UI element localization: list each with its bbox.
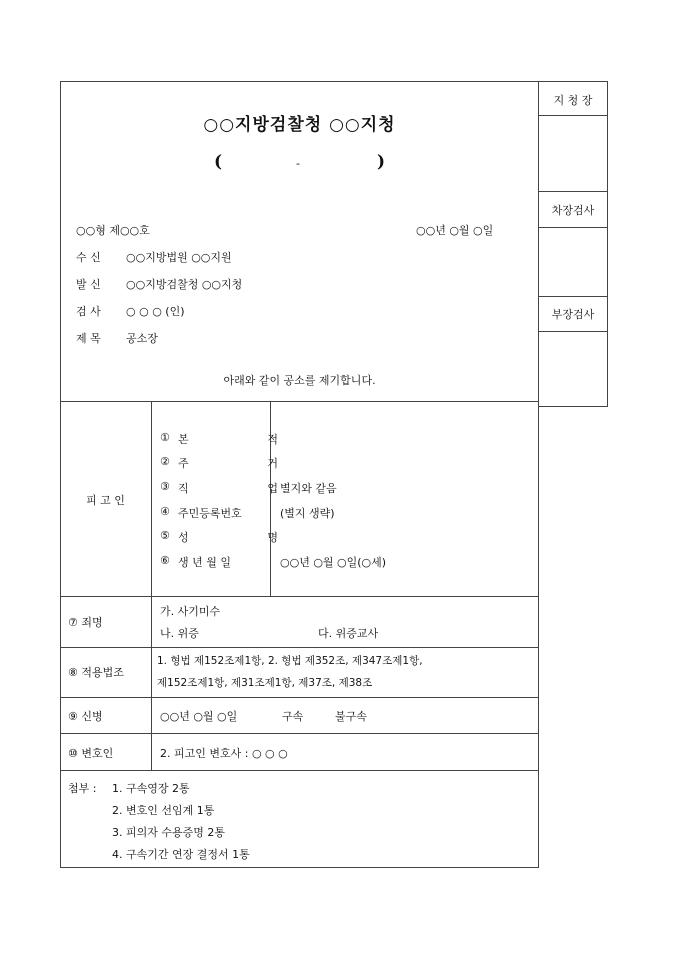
- field-number: ④: [160, 505, 170, 518]
- crime-line-2a: 나. 위증: [160, 627, 199, 640]
- row-divider: [60, 733, 539, 734]
- paren-open: (: [214, 152, 223, 172]
- defendant-value-same: 별지와 같음: [280, 482, 337, 495]
- row-divider: [60, 401, 539, 402]
- field-label-end: 명: [267, 531, 278, 544]
- attachment-item: 3. 피의자 수용증명 2통: [112, 826, 225, 839]
- subject-label: 제 목: [76, 332, 101, 345]
- intro-text: 아래와 같이 공소를 제기합니다.: [223, 374, 376, 387]
- crime-label: ⑦ 죄명: [68, 616, 103, 629]
- defendant-label: 피 고 인: [86, 494, 125, 507]
- field-number: ①: [160, 431, 170, 444]
- approval-frame: [538, 81, 608, 407]
- sender-value: ○○지방검찰청 ○○지청: [126, 278, 243, 291]
- custody-date: ○○년 ○월 ○일: [160, 710, 238, 723]
- row-divider: [60, 647, 539, 648]
- defendant-value-omitted: (별지 생략): [280, 507, 335, 520]
- prosecutor-value: ○ ○ ○ (인): [126, 305, 185, 318]
- field-number: ⑤: [160, 529, 170, 542]
- recipient-value: ○○지방법원 ○○지원: [126, 251, 232, 264]
- field-label: 성: [178, 531, 189, 544]
- approval-divider: [538, 191, 608, 192]
- counsel-label: ⑩ 변호인: [68, 747, 114, 760]
- approval-division-label: 부장검사: [551, 308, 595, 321]
- crime-line-1: 가. 사기미수: [160, 605, 221, 618]
- paren-dash: -: [296, 157, 300, 170]
- custody-label: ⑨ 신병: [68, 710, 103, 723]
- law-line-2: 제152조제1항, 제31조제1항, 제37조, 제38조: [157, 677, 373, 689]
- field-label-end: 업: [267, 482, 278, 495]
- subject-value: 공소장: [126, 332, 158, 345]
- approval-divider: [538, 331, 608, 332]
- row-divider: [60, 697, 539, 698]
- approval-divider: [538, 296, 608, 297]
- field-number: ②: [160, 455, 170, 468]
- defendant-value-birth: ○○년 ○월 ○일(○세): [280, 556, 387, 569]
- approval-divider: [538, 227, 608, 228]
- row-divider: [60, 770, 539, 771]
- law-line-1: 1. 형법 제152조제1항, 2. 형법 제352조, 제347조제1항,: [157, 655, 423, 667]
- form-frame: [60, 81, 539, 868]
- sender-label: 발 신: [76, 278, 101, 291]
- law-label: ⑧ 적용법조: [68, 666, 124, 679]
- case-number: ○○형 제○○호: [76, 224, 150, 237]
- field-label: 본: [178, 433, 189, 446]
- field-label-end: 적: [267, 433, 278, 446]
- approval-deputy-label: 차장검사: [551, 204, 595, 217]
- custody-status-2: 불구속: [335, 710, 367, 723]
- approval-divider: [538, 115, 608, 116]
- field-label-end: 거: [267, 457, 278, 470]
- field-number: ③: [160, 480, 170, 493]
- row-divider: [60, 596, 539, 597]
- prosecutor-label: 검 사: [76, 305, 101, 318]
- col-divider: [151, 401, 152, 770]
- crime-line-2b: 다. 위증교사: [318, 627, 379, 640]
- paren-close: ): [377, 152, 386, 172]
- attachment-item: 4. 구속기간 연장 결정서 1통: [112, 848, 250, 861]
- recipient-label: 수 신: [76, 251, 101, 264]
- field-number: ⑥: [160, 554, 170, 567]
- attachments-label: 첨부 :: [68, 782, 97, 795]
- document-date: ○○년 ○월 ○일: [416, 224, 494, 237]
- attachment-item: 1. 구속영장 2통: [112, 782, 190, 795]
- approval-chief-label: 지 청 장: [553, 94, 593, 107]
- field-label: 직: [178, 482, 189, 495]
- page-title: ○○지방검찰청 ○○지청: [203, 115, 396, 135]
- field-label: 생 년 월 일: [178, 556, 231, 569]
- counsel-value: 2. 피고인 변호사 : ○ ○ ○: [160, 747, 288, 760]
- field-label: 주: [178, 457, 189, 470]
- custody-status-1: 구속: [282, 710, 304, 723]
- attachment-item: 2. 변호인 선임계 1통: [112, 804, 215, 817]
- field-label: 주민등록번호: [178, 507, 242, 520]
